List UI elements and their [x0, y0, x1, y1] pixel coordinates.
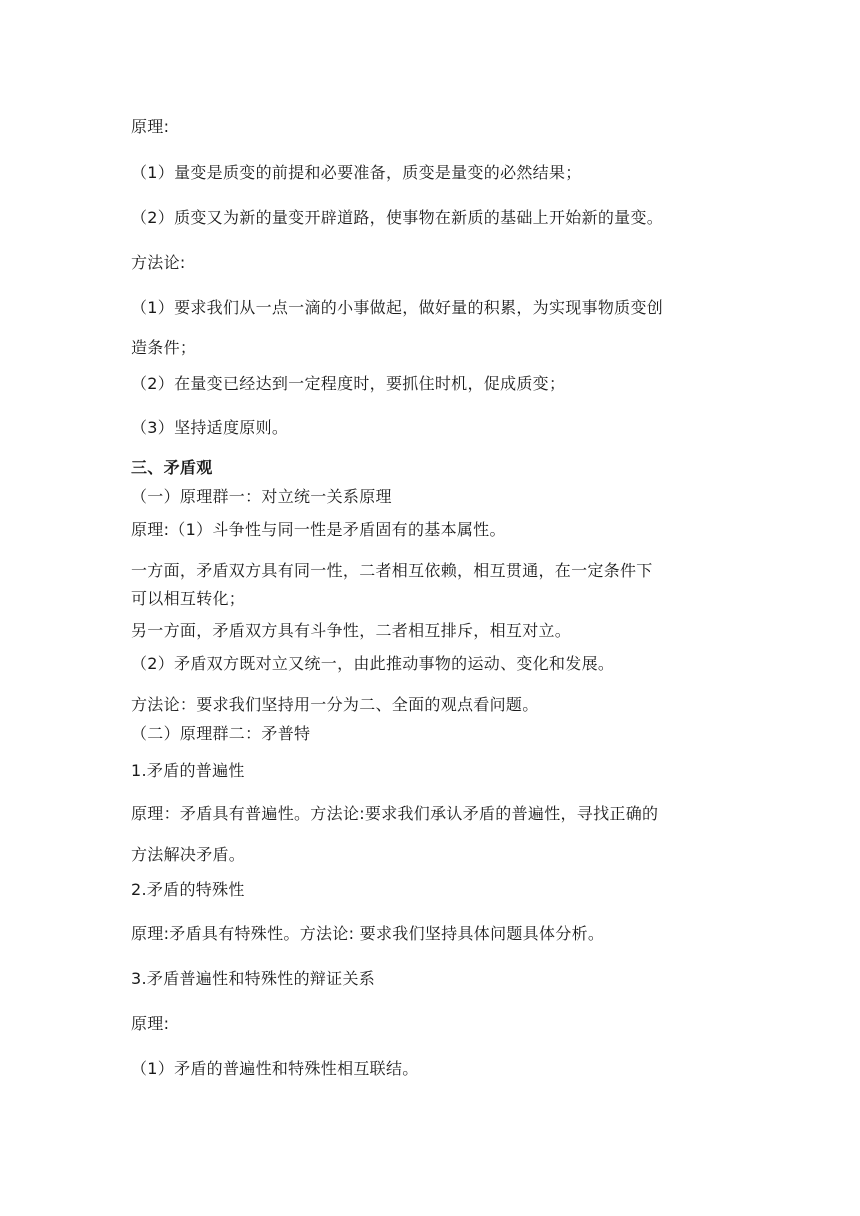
section-heading: 三、矛盾观	[131, 458, 213, 477]
paragraph-line: 一方面，矛盾双方具有同一性，二者相互依赖，相互贯通，在一定条件下	[131, 561, 653, 580]
item-heading-2: 2.矛盾的特殊性	[131, 880, 245, 899]
methodology-item-1: （1）要求我们从一点一滴的小事做起，做好量的积累，为实现事物质变创	[131, 298, 664, 317]
paragraph-line: 原理:（1）斗争性与同一性是矛盾固有的基本属性。	[131, 520, 506, 539]
paragraph-line: 原理：矛盾具有普遍性。方法论:要求我们承认矛盾的普遍性，寻找正确的	[131, 804, 659, 823]
paragraph-line: （2）矛盾双方既对立又统一，由此推动事物的运动、变化和发展。	[131, 654, 615, 673]
methodology-item-2: （2）在量变已经达到一定程度时，要抓住时机，促成质变；	[131, 374, 566, 393]
paragraph-line: 另一方面，矛盾双方具有斗争性，二者相互排斥，相互对立。	[131, 621, 572, 640]
methodology-item-1-cont: 造条件；	[131, 338, 197, 357]
paragraph-line: 可以相互转化；	[131, 589, 246, 608]
principle-item-1: （1）量变是质变的前提和必要准备，质变是量变的必然结果；	[131, 163, 582, 182]
paragraph-line: 原理:矛盾具有特殊性。方法论: 要求我们坚持具体问题具体分析。	[131, 924, 605, 943]
principle-label: 原理:	[131, 117, 170, 136]
methodology-item-3: （3）坚持适度原则。	[131, 418, 289, 437]
methodology-label: 方法论:	[131, 253, 186, 272]
item-heading-1: 1.矛盾的普遍性	[131, 761, 245, 780]
paragraph-line: 方法论：要求我们坚持用一分为二、全面的观点看问题。	[131, 695, 539, 714]
principle-item-2: （2）质变又为新的量变开辟道路，使事物在新质的基础上开始新的量变。	[131, 208, 664, 227]
item-heading-3: 3.矛盾普遍性和特殊性的辩证关系	[131, 969, 376, 988]
subsection-heading-1: （一）原理群一：对立统一关系原理	[131, 487, 392, 506]
paragraph-line: （1）矛盾的普遍性和特殊性相互联结。	[131, 1059, 419, 1078]
subsection-heading-2: （二）原理群二：矛普特	[131, 724, 311, 743]
principle-label: 原理:	[131, 1014, 170, 1033]
paragraph-line: 方法解决矛盾。	[131, 845, 246, 864]
